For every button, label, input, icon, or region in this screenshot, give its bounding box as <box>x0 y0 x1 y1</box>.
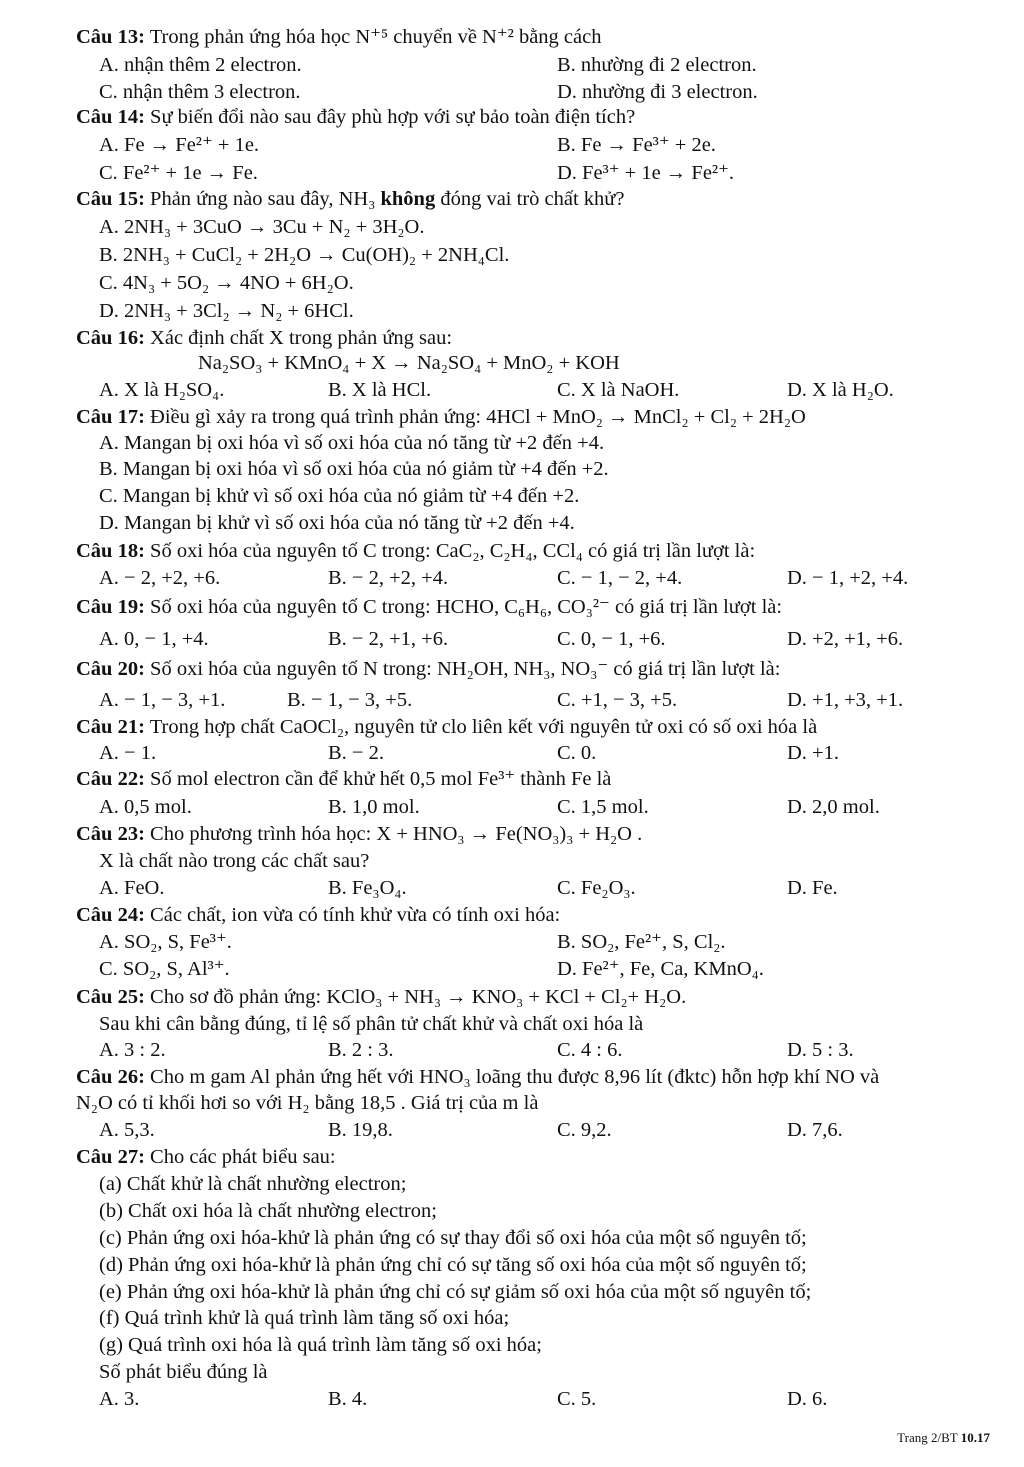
reaction-equation: Na₂SO₃ + KMnO₄ + X → Na₂SO₄ + MnO₂ + KOH <box>198 352 620 374</box>
option-b[interactable]: B. 2 : 3. <box>328 1039 394 1061</box>
option-c[interactable]: C. SO₂, S, Al³⁺. <box>99 958 230 980</box>
option-c[interactable]: C. 5. <box>557 1388 597 1410</box>
question-19: Câu 19: Số oxi hóa của nguyên tố C trong: HCHO, C₆H₆, CO₃²⁻ có giá trị lần lượt là: <box>76 596 783 618</box>
option-b[interactable]: B. 2NH₃ + CuCl₂ + 2H₂O → Cu(OH)₂ + 2NH₄Cl. <box>99 244 510 266</box>
statement-f: (f) Quá trình khử là quá trình làm tăng số oxi hóa; <box>99 1307 510 1329</box>
question-14: Câu 14: Sự biến đổi nào sau đây phù hợp với sự bảo toàn điện tích? <box>76 106 636 128</box>
question-16: Câu 16: Xác định chất X trong phản ứng sau: <box>76 327 453 349</box>
option-a[interactable]: A. − 1, − 3, +1. <box>99 689 226 711</box>
option-c[interactable]: C. nhận thêm 3 electron. <box>99 81 301 103</box>
statement-c: (c) Phản ứng oxi hóa-khử là phản ứng có sự thay đổi số oxi hóa của một số nguyên tố; <box>99 1227 807 1249</box>
question-25: Câu 25: Cho sơ đồ phản ứng: KClO₃ + NH₃ → KNO₃ + KCl + Cl₂+ H₂O. <box>76 986 687 1008</box>
option-c[interactable]: C. 4N₃ + 5O₂ → 4NO + 6H₂O. <box>99 272 354 294</box>
option-d[interactable]: D. +1, +3, +1. <box>787 689 904 711</box>
option-a[interactable]: A. SO₂, S, Fe³⁺. <box>99 931 232 953</box>
option-d[interactable]: D. 7,6. <box>787 1119 843 1141</box>
option-a[interactable]: A. 3 : 2. <box>99 1039 166 1061</box>
option-d[interactable]: D. Fe³⁺ + 1e → Fe²⁺. <box>557 162 735 184</box>
question-25-subtext: Sau khi cân bằng đúng, tỉ lệ số phân tử chất khử và chất oxi hóa là <box>99 1013 644 1035</box>
option-b[interactable]: B. Fe₃O₄. <box>328 877 407 899</box>
option-b[interactable]: B. − 2. <box>328 742 384 764</box>
question-24: Câu 24: Các chất, ion vừa có tính khử vừa có tính oxi hóa: <box>76 904 561 926</box>
question-18: Câu 18: Số oxi hóa của nguyên tố C trong: CaC₂, C₂H₄, CCl₄ có giá trị lần lượt là: <box>76 540 756 562</box>
option-c[interactable]: C. +1, − 3, +5. <box>557 689 678 711</box>
question-20: Câu 20: Số oxi hóa của nguyên tố N trong: NH₂OH, NH₃, NO₃⁻ có giá trị lần lượt là: <box>76 658 781 680</box>
option-b[interactable]: B. 19,8. <box>328 1119 393 1141</box>
option-b[interactable]: B. 1,0 mol. <box>328 796 420 818</box>
option-d[interactable]: D. +2, +1, +6. <box>787 628 904 650</box>
statement-a: (a) Chất khử là chất nhường electron; <box>99 1173 407 1195</box>
question-27-subtext: Số phát biểu đúng là <box>99 1361 268 1383</box>
option-b[interactable]: B. 4. <box>328 1388 368 1410</box>
statement-e: (e) Phản ứng oxi hóa-khử là phản ứng chỉ có sự giảm số oxi hóa của một số nguyên tố; <box>99 1281 812 1303</box>
option-c[interactable]: C. 1,5 mol. <box>557 796 649 818</box>
option-c[interactable]: C. 0. <box>557 742 597 764</box>
statement-g: (g) Quá trình oxi hóa là quá trình làm tăng số oxi hóa; <box>99 1334 542 1356</box>
option-c[interactable]: C. − 1, − 2, +4. <box>557 567 683 589</box>
option-b[interactable]: B. − 1, − 3, +5. <box>287 689 413 711</box>
option-c[interactable]: C. Mangan bị khử vì số oxi hóa của nó giảm từ +4 đến +2. <box>99 485 580 507</box>
question-22: Câu 22: Số mol electron cần để khử hết 0,5 mol Fe³⁺ thành Fe là <box>76 768 612 790</box>
option-d[interactable]: D. 2,0 mol. <box>787 796 880 818</box>
option-d[interactable]: D. Fe. <box>787 877 838 899</box>
option-a[interactable]: A. 3. <box>99 1388 140 1410</box>
option-d[interactable]: D. Mangan bị khử vì số oxi hóa của nó tăng từ +2 đến +4. <box>99 512 575 534</box>
option-a[interactable]: A. Fe → Fe²⁺ + 1e. <box>99 134 260 156</box>
option-a[interactable]: A. X là H₂SO₄. <box>99 379 225 401</box>
option-d[interactable]: D. 6. <box>787 1388 828 1410</box>
option-a[interactable]: A. − 1. <box>99 742 157 764</box>
option-a[interactable]: A. nhận thêm 2 electron. <box>99 54 302 76</box>
option-a[interactable]: A. 0, − 1, +4. <box>99 628 209 650</box>
option-a[interactable]: A. 0,5 mol. <box>99 796 192 818</box>
option-d[interactable]: D. − 1, +2, +4. <box>787 567 909 589</box>
option-d[interactable]: D. X là H₂O. <box>787 379 894 401</box>
option-b[interactable]: B. X là HCl. <box>328 379 432 401</box>
question-27: Câu 27: Cho các phát biểu sau: <box>76 1146 336 1168</box>
question-17: Câu 17: Điều gì xảy ra trong quá trình phản ứng: 4HCl + MnO₂ → MnCl₂ + Cl₂ + 2H₂O <box>76 406 806 428</box>
option-c[interactable]: C. 4 : 6. <box>557 1039 623 1061</box>
option-a[interactable]: A. FeO. <box>99 877 165 899</box>
option-b[interactable]: B. − 2, +1, +6. <box>328 628 449 650</box>
question-21: Câu 21: Trong hợp chất CaOCl₂, nguyên tử clo liên kết với nguyên tử oxi có số oxi hóa là <box>76 716 818 738</box>
option-d[interactable]: D. +1. <box>787 742 839 764</box>
option-b[interactable]: B. Fe → Fe³⁺ + 2e. <box>557 134 716 156</box>
option-a[interactable]: A. 5,3. <box>99 1119 155 1141</box>
option-a[interactable]: A. − 2, +2, +6. <box>99 567 221 589</box>
question-13: Câu 13: Trong phản ứng hóa học N⁺⁵ chuyển về N⁺² bằng cách <box>76 26 602 48</box>
statement-b: (b) Chất oxi hóa là chất nhường electron; <box>99 1200 437 1222</box>
question-15: Câu 15: Phản ứng nào sau đây, NH₃ không đóng vai trò chất khử? <box>76 188 625 210</box>
question-23-subtext: X là chất nào trong các chất sau? <box>99 850 370 872</box>
option-a[interactable]: A. 2NH₃ + 3CuO → 3Cu + N₂ + 3H₂O. <box>99 216 425 238</box>
option-c[interactable]: C. Fe₂O₃. <box>557 877 636 899</box>
option-c[interactable]: C. 0, − 1, +6. <box>557 628 666 650</box>
question-26: Câu 26: Cho m gam Al phản ứng hết với HNO₃ loãng thu được 8,96 lít (đktc) hỗn hợp khí NO và <box>76 1066 880 1088</box>
statement-d: (d) Phản ứng oxi hóa-khử là phản ứng chỉ có sự tăng số oxi hóa của một số nguyên tố; <box>99 1254 807 1276</box>
option-d[interactable]: D. nhường đi 3 electron. <box>557 81 758 103</box>
option-c[interactable]: C. X là NaOH. <box>557 379 680 401</box>
option-b[interactable]: B. nhường đi 2 electron. <box>557 54 757 76</box>
option-a[interactable]: A. Mangan bị oxi hóa vì số oxi hóa của nó tăng từ +2 đến +4. <box>99 432 605 454</box>
option-b[interactable]: B. SO₂, Fe²⁺, S, Cl₂. <box>557 931 726 953</box>
option-d[interactable]: D. Fe²⁺, Fe, Ca, KMnO₄. <box>557 958 764 980</box>
option-c[interactable]: C. 9,2. <box>557 1119 612 1141</box>
option-b[interactable]: B. Mangan bị oxi hóa vì số oxi hóa của nó giảm từ +4 đến +2. <box>99 458 609 480</box>
page-footer: Trang 2/BT 10.17 <box>897 1430 990 1445</box>
question-23: Câu 23: Cho phương trình hóa học: X + HNO₃ → Fe(NO₃)₃ + H₂O . <box>76 823 643 845</box>
option-d[interactable]: D. 5 : 3. <box>787 1039 854 1061</box>
option-b[interactable]: B. − 2, +2, +4. <box>328 567 449 589</box>
option-c[interactable]: C. Fe²⁺ + 1e → Fe. <box>99 162 258 184</box>
question-26-subtext: N₂O có tỉ khối hơi so với H₂ bằng 18,5 . Giá trị của m là <box>76 1092 539 1114</box>
option-d[interactable]: D. 2NH₃ + 3Cl₂ → N₂ + 6HCl. <box>99 300 354 322</box>
